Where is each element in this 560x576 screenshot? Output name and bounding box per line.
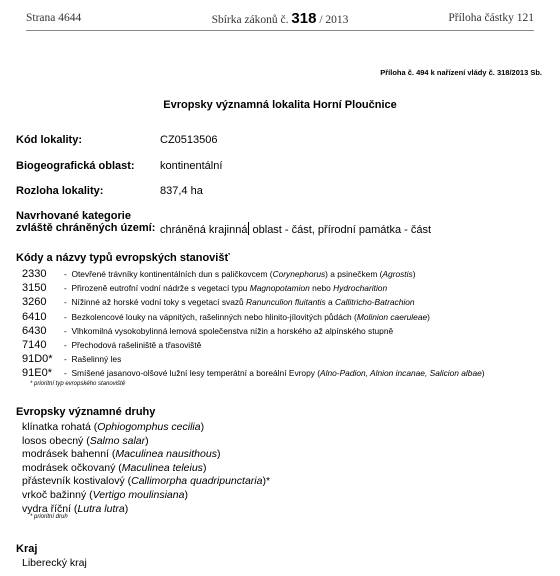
protected-category-label-line1: Navrhované kategorie: [16, 210, 131, 222]
habitat-list: [22, 268, 542, 382]
habitat-code: 2330: [22, 268, 47, 280]
journal-year: / 2013: [319, 14, 349, 26]
species-heading: Evropsky významné druhy: [16, 406, 156, 418]
habitats-heading: Kódy a názvy typů evropských stanovišť: [16, 252, 230, 264]
list-item: [22, 268, 542, 282]
list-item: losos obecný (Salmo salar): [22, 434, 149, 447]
habitat-code: 6410: [22, 310, 47, 323]
header-divider: [26, 30, 534, 31]
species-list: [22, 421, 270, 516]
habitat-name: - Otevřené trávníky kontinentálních dun s paličkovcem (Corynephorus) a psinečkem (Agrostis): [64, 269, 416, 279]
list-item: [22, 325, 542, 339]
habitat-code: 3260: [22, 296, 47, 309]
list-item: [22, 353, 542, 367]
habitat-code: 7140: [22, 338, 47, 351]
list-item: vydra říční (Lutra lutra): [22, 502, 129, 515]
habitat-name: - Přechodová rašeliniště a třasoviště: [64, 339, 202, 350]
biogeographic-region-value: kontinentální: [160, 160, 223, 172]
habitat-name: - Smíšené jasanovo-olšové lužní lesy temperátní a boreální Evropy (Alno-Padion, Alnion incanae, Salicion albae): [64, 368, 485, 379]
protected-category-value-part1: chráněná krajinná: [160, 224, 248, 236]
journal-prefix: Sbírka zákonů č.: [211, 14, 289, 26]
habitat-code: 91D0*: [22, 353, 53, 366]
protected-category-value-part2: oblast - část, přírodní památka - část: [249, 224, 432, 236]
habitat-code: 3150: [22, 282, 47, 295]
list-item: [22, 296, 542, 310]
list-item: modrásek očkovaný (Maculinea teleius): [22, 461, 207, 474]
biogeographic-region-label: Biogeografická oblast:: [16, 160, 135, 172]
site-area-value: 837,4 ha: [160, 185, 203, 197]
page-number: Strana 4644: [26, 12, 82, 24]
protected-category-value: [160, 222, 431, 236]
region-heading: Kraj: [16, 543, 38, 555]
habitat-name: - Přirozeně eutrofní vodní nádrže s vegetací typu Magnopotamion nebo Hydrocharition: [64, 283, 388, 294]
habitat-name: - Nížinné až horské vodní toky s vegetací svazů Ranunculion fluitantis a Callitricho-Batrachion: [64, 297, 415, 308]
habitat-name: - Bezkolencové louky na vápnitých, rašelinných nebo hlinito-jílovitých půdách (Molinion caeruleae): [64, 311, 430, 322]
section-reference: Příloha částky 121: [448, 12, 534, 24]
list-item: [22, 311, 542, 325]
list-item: [22, 339, 542, 353]
list-item: klínatka rohatá (Ophiogomphus cecilia): [22, 421, 205, 433]
site-code-label: Kód lokality:: [16, 134, 83, 146]
habitat-code: 91E0*: [22, 367, 52, 380]
page-title: Evropsky významná lokalita Horní Ploučnice: [163, 99, 397, 111]
habitat-name: - Rašelinný les: [64, 354, 122, 365]
site-code-value: CZ0513506: [160, 134, 218, 146]
region-value: Liberecký kraj: [22, 557, 87, 569]
list-item: přástevník kostivalový (Callimorpha quadripunctaria)*: [22, 475, 271, 488]
list-item: vrkoč bažinný (Vertigo moulinsiana): [22, 488, 188, 501]
protected-category-label: [16, 210, 155, 234]
list-item: modrásek bahenní (Maculinea nausithous): [22, 448, 221, 461]
journal-number: 318: [291, 10, 317, 27]
protected-category-label-line2: zvláště chráněných území:: [16, 222, 156, 234]
annex-reference: Příloha č. 494 k nařízení vlády č. 318/2013 Sb.: [380, 68, 542, 77]
habitat-code: 6430: [22, 324, 47, 337]
list-item: [22, 367, 542, 381]
species-footnote: * prioritní druh: [30, 514, 68, 520]
habitat-name: - Vlhkomilná vysokobylinná lemová společenstva nížin a horského až alpínského stupně: [64, 325, 394, 336]
page-header: [26, 10, 534, 28]
site-area-label: Rozloha lokality:: [16, 185, 104, 197]
list-item: [22, 282, 542, 296]
habitat-footnote: * prioritní typ evropského stanoviště: [30, 381, 126, 387]
